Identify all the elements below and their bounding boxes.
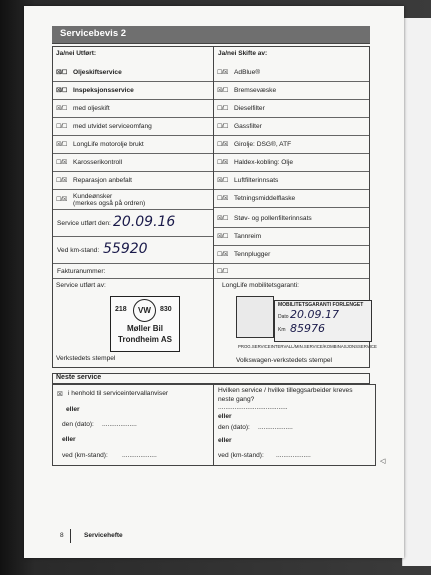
- checkbox-pair[interactable]: ☐/☐: [217, 268, 228, 275]
- page-number: 8: [60, 532, 64, 539]
- neste-ved-label: ved (km-stand):: [62, 452, 108, 459]
- right-row[interactable]: [214, 172, 369, 190]
- service-date-label: Service utført den:: [57, 219, 111, 227]
- km-handwritten: 55920: [103, 241, 148, 257]
- neste-right-ved-field[interactable]: ...................: [276, 452, 311, 459]
- checkbox-pair[interactable]: ☐/☐: [217, 106, 228, 112]
- right-row-label: AdBlue®: [234, 69, 261, 76]
- stamp-date-handwritten: 20.09.17: [290, 308, 339, 321]
- checkbox-pair[interactable]: ☒/☐: [56, 88, 67, 94]
- vw-logo-icon: VW: [133, 299, 156, 322]
- right-row-label: Støv- og pollenfilterinnsats: [234, 215, 312, 222]
- right-row-label: Dieselfilter: [234, 105, 265, 112]
- vw-stamp-label: Volkswagen-verkstedets stempel: [236, 357, 333, 364]
- neste-den-field[interactable]: ...................: [102, 421, 137, 428]
- stamp-bottom-text: PROG.SERVICEINTERVALL/MIN.SERVICE/KOMBINASJONSSERVICE: [238, 344, 377, 349]
- right-row-label: Gassfilter: [234, 123, 262, 130]
- mobility-guarantee-stamp: [230, 292, 377, 354]
- stamp-line1: MOBILITETSGARANTI FORLENGET: [278, 302, 364, 308]
- kundeonsker-line2: (merkes også på ordren): [73, 199, 146, 207]
- footer-divider: [70, 529, 71, 543]
- right-row-label: Bremsevæske: [234, 87, 277, 94]
- kundeonsker-label: [73, 193, 145, 207]
- right-row-label: Tannreim: [234, 233, 262, 240]
- neste-right-eller-1: eller: [218, 413, 232, 420]
- page-title: Servicebevis 2: [60, 28, 127, 39]
- left-row-label: Karosserikontroll: [73, 159, 123, 166]
- left-row-label: med oljeskift: [73, 105, 110, 112]
- neste-service-title: Neste service: [56, 374, 102, 381]
- checkbox-pair[interactable]: ☒/☐: [217, 178, 228, 184]
- verksted-stempel-label: Verkstedets stempel: [56, 355, 116, 362]
- faktura-label: Fakturanummer:: [57, 267, 106, 275]
- checkbox-pair[interactable]: ☒/☐: [56, 106, 67, 112]
- left-row[interactable]: [53, 154, 213, 172]
- neste-eller-1: eller: [66, 406, 80, 413]
- right-row[interactable]: [214, 64, 369, 82]
- checkbox-pair[interactable]: ☐/☒: [56, 178, 67, 184]
- right-row[interactable]: [214, 118, 369, 136]
- left-row[interactable]: [53, 136, 213, 154]
- checkbox-pair[interactable]: ☐/☒: [217, 252, 228, 258]
- neste-den-label: den (dato):: [62, 421, 94, 428]
- footer-title: Servicehefte: [84, 532, 123, 539]
- kundeonsker-line1: Kundeønsker: [73, 192, 113, 200]
- dealer-name-line1: Møller Bil: [126, 324, 163, 333]
- left-row-label: LongLife motorolje brukt: [73, 141, 144, 148]
- left-row-label: Oljeskiftservice: [73, 69, 122, 76]
- neste-right-eller-2: eller: [218, 437, 232, 444]
- right-row-label: Tetningsmiddelflaske: [234, 195, 296, 202]
- neste-right-den-field[interactable]: ...................: [258, 424, 293, 431]
- right-row[interactable]: [214, 264, 369, 279]
- left-row[interactable]: [53, 172, 213, 190]
- checkbox-pair[interactable]: ☒/☐: [217, 216, 228, 222]
- neste-interval-label: i henhold til serviceintervallanviser: [68, 390, 169, 397]
- checkbox-pair[interactable]: ☒/☐: [217, 234, 228, 240]
- stamp-km-handwritten: 85976: [290, 322, 325, 335]
- left-row[interactable]: [53, 118, 213, 136]
- checkbox-pair[interactable]: ☒/☐: [56, 70, 67, 76]
- right-row-label: Luftfilterinnsats: [234, 177, 279, 184]
- dealer-name-line2: Trondheim AS: [118, 335, 172, 344]
- stamp-inner-box: [236, 296, 274, 338]
- neste-divider: [213, 384, 214, 466]
- service-date-handwritten: 20.09.16: [113, 214, 176, 230]
- left-row[interactable]: [53, 64, 213, 82]
- right-row-label: Tennplugger: [234, 251, 271, 258]
- checkbox-pair[interactable]: ☐/☒: [56, 160, 67, 166]
- dealer-stamp: [110, 296, 180, 352]
- utfort-av-label: Service utført av:: [56, 282, 106, 289]
- left-column-header: Ja/nei Utført:: [56, 50, 97, 57]
- right-row[interactable]: [214, 136, 369, 154]
- left-row[interactable]: [53, 100, 213, 118]
- right-row[interactable]: [214, 210, 369, 228]
- neste-right-field[interactable]: ......................................: [218, 404, 288, 411]
- neste-eller-2: eller: [62, 436, 76, 443]
- checkbox-pair[interactable]: ☐/☐: [56, 124, 67, 130]
- stamp-km-label: Km: [278, 327, 286, 333]
- right-column-header: Ja/nei Skifte av:: [218, 50, 268, 57]
- left-row-label: Reparasjon anbefalt: [73, 177, 133, 184]
- stamp-date-label: Dato: [278, 314, 289, 320]
- faktura-row: [53, 264, 213, 279]
- neste-right-ved-label: ved (km-stand):: [218, 452, 264, 459]
- checkbox-pair[interactable]: ☒/☐: [56, 142, 67, 148]
- right-row[interactable]: [214, 154, 369, 172]
- neste-right-question-2: neste gang?: [218, 396, 255, 403]
- neste-right-question-1: Hvilken service / hvilke tilleggsarbeider kreves: [218, 387, 353, 394]
- right-row[interactable]: [214, 246, 369, 264]
- checkbox-pair[interactable]: ☐/☐: [217, 124, 228, 130]
- triangle-marker-icon: ◁: [380, 458, 386, 465]
- checkbox-pair[interactable]: ☐/☒: [217, 142, 228, 148]
- next-page-edge: [402, 18, 431, 566]
- checkbox-pair[interactable]: ☒/☐: [217, 88, 228, 94]
- right-row-label: Girolje: DSG®, ATF: [234, 141, 292, 148]
- right-row[interactable]: [214, 190, 369, 208]
- checkbox-pair[interactable]: ☐/☒: [56, 197, 67, 203]
- left-row-label: med utvidet serviceomfang: [73, 123, 152, 130]
- right-row[interactable]: [214, 82, 369, 100]
- checkbox-pair[interactable]: ☐/☒: [217, 70, 228, 76]
- left-row[interactable]: [53, 82, 213, 100]
- checkbox-pair[interactable]: ☐/☒: [217, 160, 228, 166]
- right-row[interactable]: [214, 100, 369, 118]
- stamp-left-number: 218: [115, 306, 127, 313]
- neste-right-den-label: den (dato):: [218, 424, 250, 431]
- km-label: Ved km-stand:: [57, 246, 100, 254]
- kundeonsker-row[interactable]: [53, 190, 213, 210]
- right-row-label: Haldex-kobling: Olje: [234, 159, 294, 166]
- neste-ved-field[interactable]: ...................: [122, 452, 157, 459]
- neste-checkbox[interactable]: ☒: [57, 391, 63, 398]
- longlife-label: LongLife mobilitetsgaranti:: [222, 282, 299, 289]
- right-row[interactable]: [214, 228, 369, 246]
- stamp-right-number: 830: [160, 306, 172, 313]
- left-row-label: Inspeksjonsservice: [73, 87, 134, 94]
- checkbox-pair[interactable]: ☐/☒: [217, 196, 228, 202]
